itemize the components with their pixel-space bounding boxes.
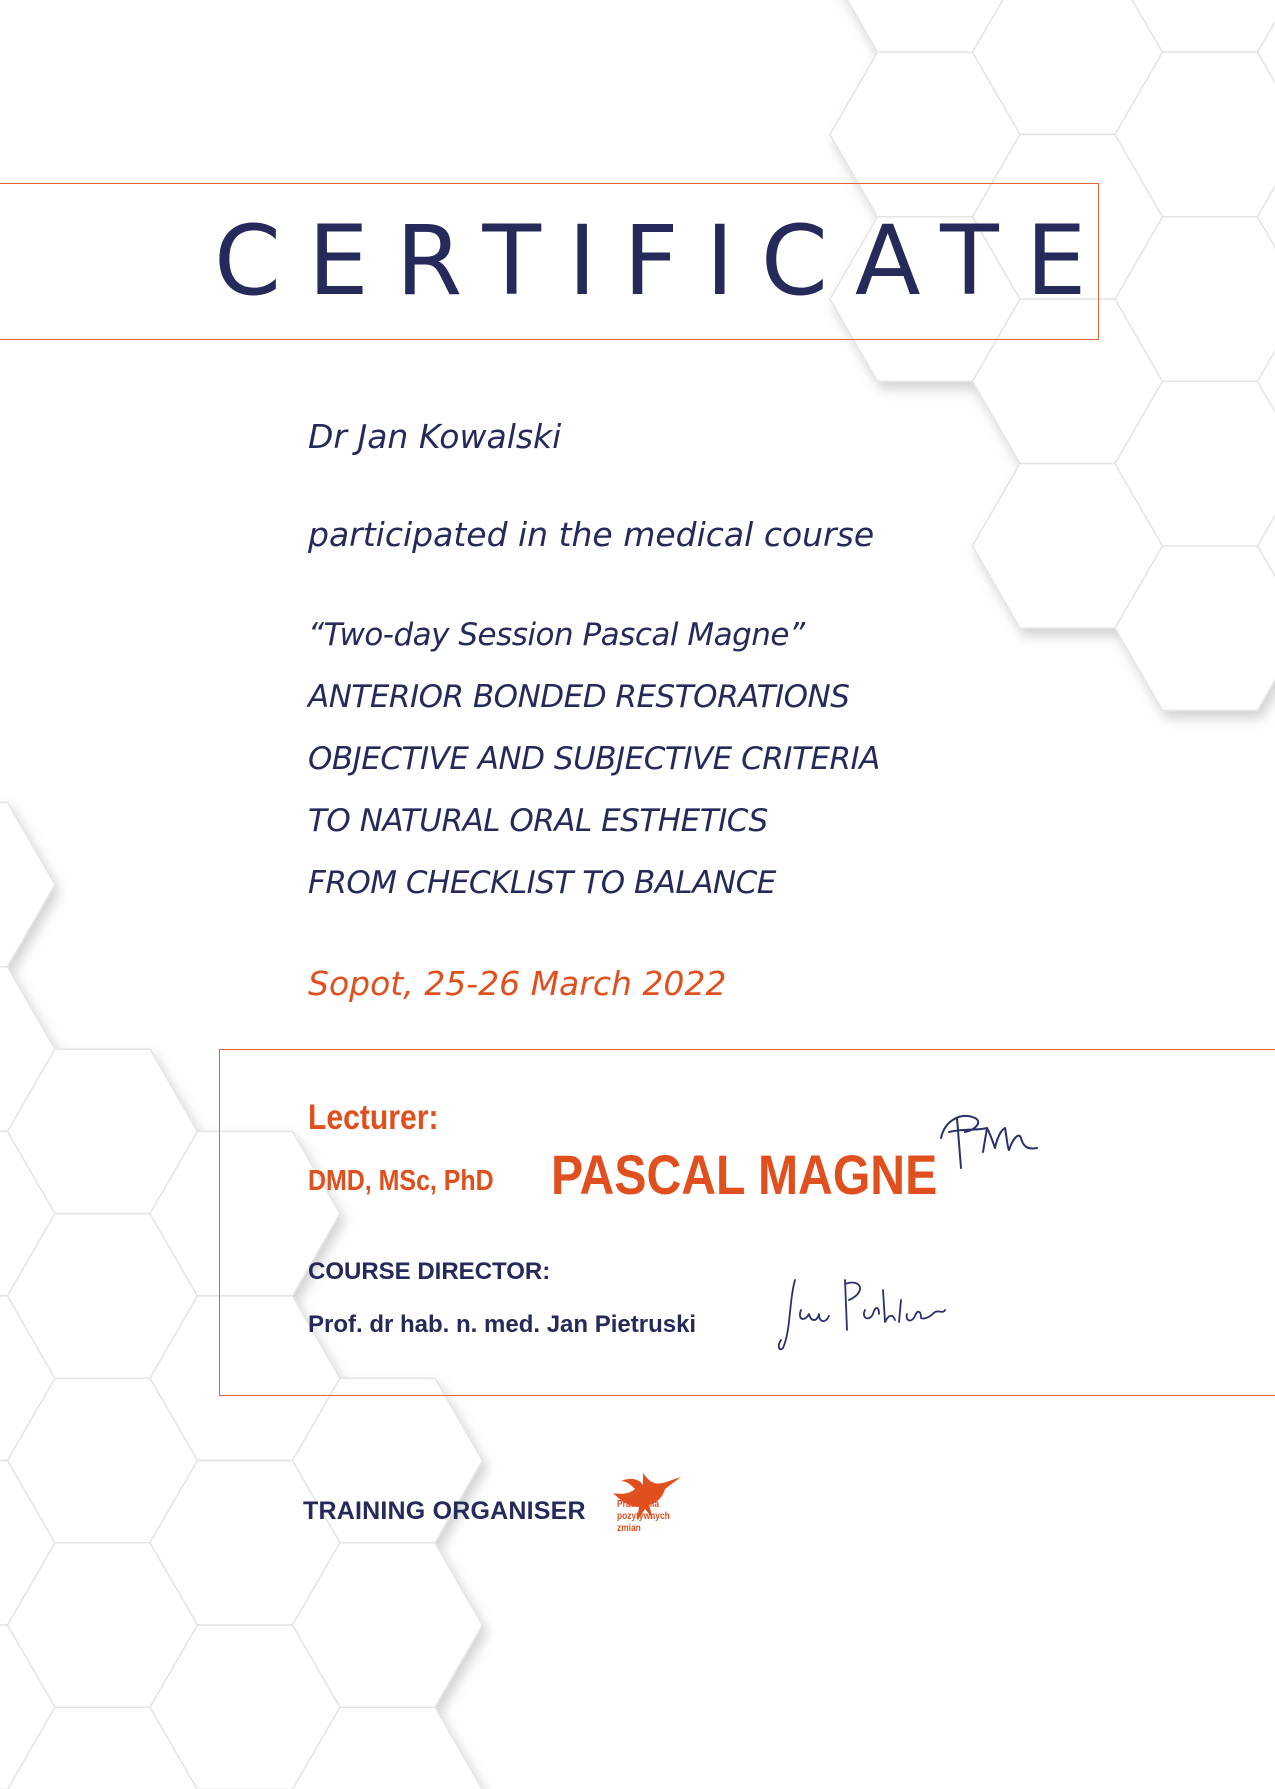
course-director-signature — [775, 1270, 950, 1355]
course-title-line: ANTERIOR BONDED RESTORATIONS — [308, 679, 850, 715]
lecturer-degrees: DMD, MSc, PhD — [308, 1165, 494, 1197]
participant-name: Dr Jan Kowalski — [308, 417, 562, 456]
lecturer-name: PASCAL MAGNE — [551, 1143, 938, 1206]
course-title-line: TO NATURAL ORAL ESTHETICS — [308, 803, 768, 839]
hexagon-shape — [0, 802, 55, 967]
logo-text-line: pozytywnych — [617, 1510, 670, 1522]
course-director-label: COURSE DIRECTOR: — [308, 1258, 551, 1285]
organiser-logo-text — [617, 1498, 670, 1534]
certificate-title: CERTIFICATE — [214, 205, 1114, 317]
course-title-line: “Two-day Session Pascal Magne” — [308, 617, 805, 653]
course-title-line: OBJECTIVE AND SUBJECTIVE CRITERIA — [308, 741, 880, 777]
place-and-date: Sopot, 25-26 March 2022 — [308, 964, 727, 1003]
course-title-line: FROM CHECKLIST TO BALANCE — [308, 865, 776, 901]
lecturer-signature — [935, 1098, 1045, 1173]
course-director-name: Prof. dr hab. n. med. Jan Pietruski — [308, 1311, 697, 1338]
course-title — [308, 610, 880, 920]
lecturer-label: Lecturer: — [308, 1098, 439, 1137]
logo-text-line: Pracownia — [617, 1498, 660, 1510]
participation-statement: participated in the medical course — [308, 515, 875, 554]
training-organiser-label: TRAINING ORGANISER — [303, 1497, 586, 1525]
logo-text-line: zmian — [617, 1522, 641, 1534]
